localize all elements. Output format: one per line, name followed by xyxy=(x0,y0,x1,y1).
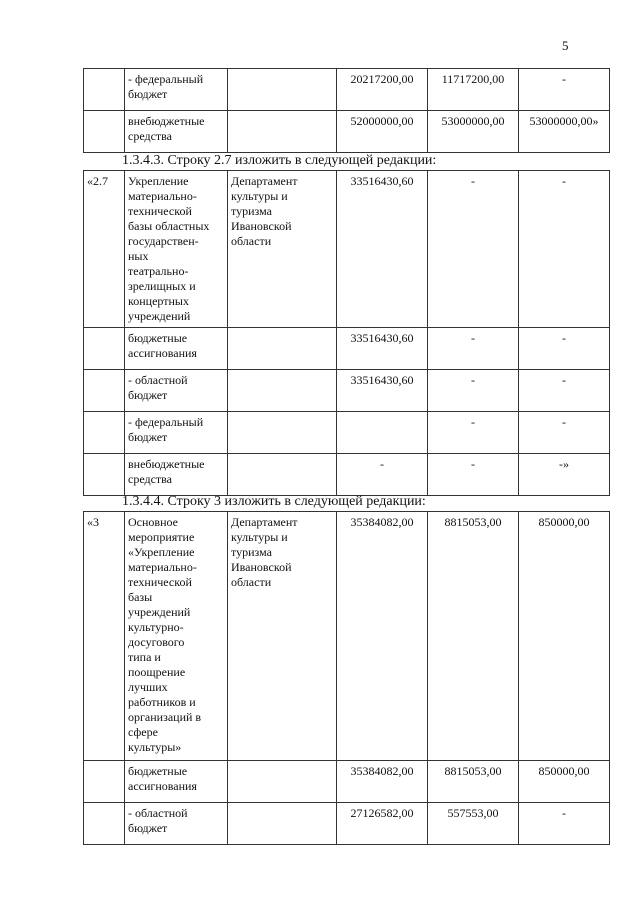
table-row xyxy=(84,69,610,111)
value-year1-cell: 27126582,00 xyxy=(337,803,428,845)
row-name-text: внебюджетные средства xyxy=(128,457,205,486)
row-name-text: бюджетные ассигнования xyxy=(128,764,197,793)
row-name-text: - федеральный бюджет xyxy=(128,415,204,444)
row-executor-cell xyxy=(228,171,337,328)
value-year3-cell: - xyxy=(519,412,610,454)
row-number-cell xyxy=(84,454,125,496)
row-executor-cell xyxy=(228,328,337,370)
value-year1-cell: 35384082,00 xyxy=(337,761,428,803)
value-year1-cell: - xyxy=(337,454,428,496)
row-executor-cell xyxy=(228,454,337,496)
row-name-cell xyxy=(125,454,228,496)
table-row xyxy=(84,803,610,845)
row-number-cell: «2.7 xyxy=(84,171,125,328)
row-name-cell xyxy=(125,171,228,328)
value-year1-cell xyxy=(337,412,428,454)
table-row xyxy=(84,454,610,496)
value-year2-cell: - xyxy=(428,171,519,328)
value-year2-cell: - xyxy=(428,328,519,370)
row-number-cell xyxy=(84,111,125,153)
value-year3-cell: 850000,00 xyxy=(519,512,610,761)
row-number-cell xyxy=(84,803,125,845)
row-name-text: Укрепление материально- технической базы областных государствен- ных театрально- зрелищных и концертных учреждений xyxy=(128,174,210,323)
row-name-text: - областной бюджет xyxy=(128,806,188,835)
value-year1-cell: 33516430,60 xyxy=(337,370,428,412)
row-name-cell xyxy=(125,69,228,111)
value-year1-cell: 20217200,00 xyxy=(337,69,428,111)
value-year3-cell: - xyxy=(519,803,610,845)
value-year2-cell: - xyxy=(428,454,519,496)
row-name-text: внебюджетные средства xyxy=(128,114,205,143)
section-heading-3: 1.3.4.4. Строку 3 изложить в следующей редакции: xyxy=(122,494,426,509)
value-year3-cell: 850000,00 xyxy=(519,761,610,803)
value-year2-cell: - xyxy=(428,370,519,412)
row-name-cell xyxy=(125,512,228,761)
row-name-text: бюджетные ассигнования xyxy=(128,331,197,360)
value-year3-cell: - xyxy=(519,370,610,412)
row-executor-cell xyxy=(228,69,337,111)
row-executor-cell xyxy=(228,761,337,803)
row-number-cell xyxy=(84,69,125,111)
row-name-cell xyxy=(125,412,228,454)
value-year2-cell: 557553,00 xyxy=(428,803,519,845)
row-number-cell xyxy=(84,370,125,412)
row-number-cell xyxy=(84,412,125,454)
table-row xyxy=(84,171,610,328)
section-heading-2-7: 1.3.4.3. Строку 2.7 изложить в следующей редакции: xyxy=(122,153,437,168)
row-number-cell: «3 xyxy=(84,512,125,761)
budget-table-top xyxy=(83,68,610,153)
value-year3-cell: - xyxy=(519,171,610,328)
table-row xyxy=(84,370,610,412)
value-year2-cell: - xyxy=(428,412,519,454)
table-row xyxy=(84,412,610,454)
value-year3-cell: -» xyxy=(519,454,610,496)
row-executor-cell xyxy=(228,512,337,761)
row-executor-cell xyxy=(228,412,337,454)
table-row xyxy=(84,761,610,803)
value-year2-cell: 53000000,00 xyxy=(428,111,519,153)
value-year3-cell: - xyxy=(519,69,610,111)
value-year3-cell: - xyxy=(519,328,610,370)
value-year2-cell: 8815053,00 xyxy=(428,512,519,761)
row-number-cell xyxy=(84,761,125,803)
value-year1-cell: 52000000,00 xyxy=(337,111,428,153)
table-row xyxy=(84,328,610,370)
row-name-cell xyxy=(125,761,228,803)
row-executor-cell xyxy=(228,803,337,845)
value-year2-cell: 8815053,00 xyxy=(428,761,519,803)
budget-table-row-3 xyxy=(83,511,610,845)
row-name-cell xyxy=(125,803,228,845)
value-year1-cell: 33516430,60 xyxy=(337,328,428,370)
table-row xyxy=(84,111,610,153)
budget-table-row-2-7 xyxy=(83,170,610,496)
value-year3-cell: 53000000,00» xyxy=(519,111,610,153)
row-executor-text: Департамент культуры и туризма Ивановской области xyxy=(231,515,298,589)
row-executor-cell xyxy=(228,370,337,412)
page-number: 5 xyxy=(562,38,569,53)
row-name-cell xyxy=(125,370,228,412)
row-name-text: - федеральный бюджет xyxy=(128,72,204,101)
row-name-cell xyxy=(125,111,228,153)
row-name-text: Основное мероприятие «Укрепление материально- технической базы учреждений культурно- досугового типа и поощрение лучших работников и организаций в сфере культуры» xyxy=(128,515,202,754)
table-row xyxy=(84,512,610,761)
row-name-cell xyxy=(125,328,228,370)
value-year1-cell: 33516430,60 xyxy=(337,171,428,328)
value-year2-cell: 11717200,00 xyxy=(428,69,519,111)
row-executor-cell xyxy=(228,111,337,153)
value-year1-cell: 35384082,00 xyxy=(337,512,428,761)
row-name-text: - областной бюджет xyxy=(128,373,188,402)
row-executor-text: Департамент культуры и туризма Ивановской области xyxy=(231,174,298,248)
row-number-cell xyxy=(84,328,125,370)
